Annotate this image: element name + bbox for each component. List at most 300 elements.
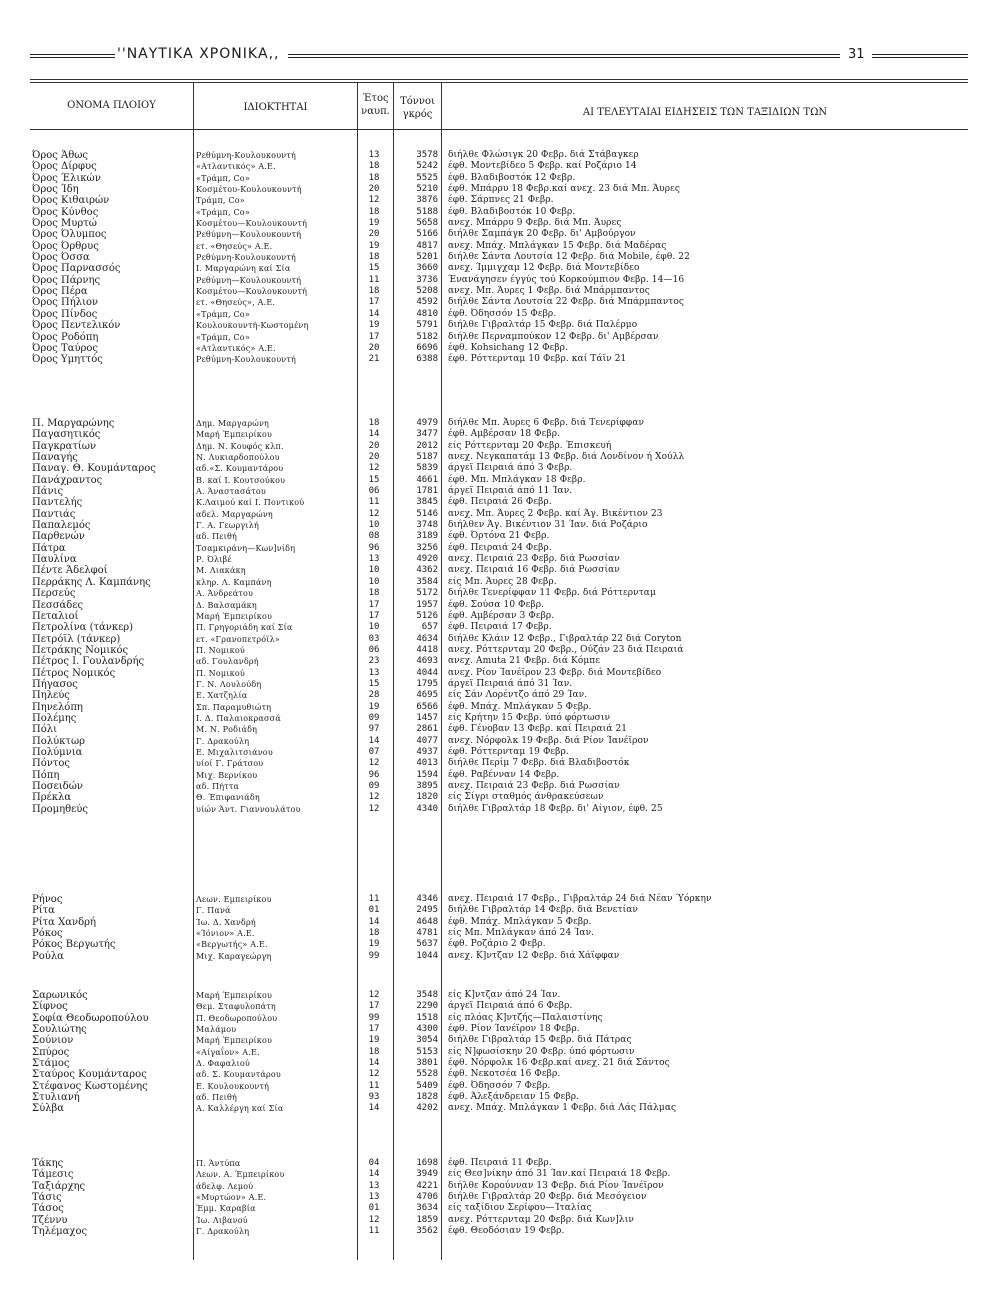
ship-name: Παπαλεμός [32, 520, 91, 532]
latest-news: ανεχ. Νόρφολκ 19 Φεβρ. διά Ρίον Ίανέϊρον [448, 735, 649, 746]
year-built: 09 [368, 712, 380, 723]
gross-tons: 4346 [416, 894, 438, 904]
latest-news: διήλθε Σάντα Λουτσία 12 Φεβρ. διά Mobile, έφθ. 22 [448, 252, 690, 263]
year-built: 14 [368, 1169, 380, 1180]
year-built: 15 [368, 263, 380, 274]
column-header-tons [394, 95, 441, 121]
year-built: 19 [368, 1035, 380, 1046]
gross-tons: 5839 [416, 463, 438, 474]
gross-tons: 5166 [416, 229, 438, 240]
year-built: 18 [368, 172, 380, 183]
latest-news: έφθ. Πειραιά 26 Φεβρ. [448, 497, 552, 508]
year-built: 13 [368, 554, 380, 565]
ship-name: Όρος Όλυμπος [32, 229, 107, 241]
year-built: 14 [368, 429, 380, 440]
header-rule-mid [288, 54, 840, 58]
gross-tons: 4340 [416, 803, 438, 814]
gross-tons: 4362 [416, 565, 438, 576]
ship-name: Παναγ. Θ. Κουμάνταρος [32, 463, 156, 475]
ship-name: Ταξιάρχης [32, 1180, 86, 1192]
owner: Π. Νομικού [196, 668, 245, 678]
year-built: 20 [368, 452, 380, 463]
gross-tons: 3949 [416, 1169, 438, 1180]
ship-group-t [0, 1158, 1000, 1237]
table-top-rule-2 [30, 82, 968, 83]
gross-tons: 5242 [416, 161, 438, 172]
table-row [0, 917, 1000, 928]
table-row [0, 252, 1000, 263]
latest-news: έφθ. Πειραιά 24 Φεβρ. [448, 542, 552, 553]
latest-news: διήλθε Γιβραλτάρ 18 Φεβρ. δι' Αίγιον, έφθ. 25 [448, 803, 663, 814]
gross-tons: 1957 [416, 599, 438, 610]
ship-name: Πολύκτωρ [32, 735, 85, 747]
ship-name: Σπύρος [32, 1046, 70, 1058]
owner: Λεων. Α. Έμπειρίκου [196, 1170, 285, 1180]
latest-news: έφθ. Πειραιά 17 Φεβρ. [448, 622, 552, 633]
year-built: 18 [368, 928, 380, 939]
gross-tons: 4920 [416, 554, 438, 565]
table-row [0, 781, 1000, 792]
gross-tons: 4077 [416, 735, 438, 746]
table-row [0, 1081, 1000, 1092]
gross-tons: 5409 [416, 1080, 438, 1091]
owner: «Τράμπ, Co» [196, 173, 250, 183]
page-header [0, 44, 1000, 68]
gross-tons: 3895 [416, 781, 438, 791]
table-row [0, 509, 1000, 520]
latest-news: διήλθε Γιβραλτάρ 15 Φεβρ. διά Πάτρας [448, 1035, 632, 1046]
latest-news: ανεχ. Μπ. Άυρες 2 Φεβρ. καί Άγ. Βικέντιον 23 [448, 508, 663, 519]
table-row [0, 531, 1000, 542]
gross-tons: 5791 [416, 320, 438, 331]
table-row [0, 622, 1000, 633]
table-row [0, 184, 1000, 195]
year-built: 13 [368, 150, 380, 160]
owner: Π. Γρηγοριάδη καί Σία [196, 623, 293, 633]
year-built: 12 [368, 758, 380, 769]
gross-tons: 1781 [416, 486, 438, 497]
owner: Δημ. Μαργαρώνη [196, 419, 270, 428]
latest-news: είς ταξίδιον Σερίφου—Ίταλίας [448, 1203, 592, 1214]
owner: ετ. «Θησεύς» Α.Ε. [196, 241, 273, 251]
gross-tons: 4693 [416, 656, 438, 667]
table-row [0, 286, 1000, 297]
latest-news: Ένανάγησεν έγγύς τού Κορκούμπιον Φεβρ. 14—16 [448, 274, 685, 285]
owner: Ρ. Όλιβέ [196, 555, 232, 565]
gross-tons: 2861 [416, 724, 438, 735]
gross-tons: 2012 [416, 440, 438, 451]
latest-news: είς Σάν Λορέντζο άπό 29 Ίαν. [448, 690, 588, 701]
ship-name: Πέτρος Ι. Γουλανδρής [32, 656, 145, 668]
ship-name: Πεσσάδες [32, 599, 84, 611]
year-built: 18 [368, 252, 380, 263]
owner: «Ατλαντικός» Α.Ε. [196, 343, 276, 353]
year-built: 12 [368, 1214, 380, 1225]
year-built: 13 [368, 1192, 380, 1203]
year-built: 18 [368, 588, 380, 599]
ship-name: Πεταλιοί [32, 610, 79, 622]
gross-tons: 3189 [416, 531, 438, 542]
year-built: 28 [368, 690, 380, 701]
year-built: 15 [368, 474, 380, 485]
ship-name: Τάμεσις [32, 1169, 74, 1181]
year-built: 20 [368, 184, 380, 195]
header-rule-left [30, 54, 115, 58]
table-row [0, 554, 1000, 565]
owner: Μ. Ν. Ροδιάδη [196, 725, 258, 735]
table-row [0, 690, 1000, 701]
ship-name: Όρος Ταύρος [32, 342, 99, 354]
gross-tons: 4648 [416, 916, 438, 927]
owner: Θ. Έπιφανιάδη [196, 793, 260, 803]
table-row [0, 645, 1000, 656]
latest-news: ανεχ. Πειραιά 16 Φεβρ. διά Ρωσσίαν [448, 565, 620, 576]
latest-news: διήλθε Περναμπούκον 12 Φεβρ. δι' Αμβέρσαν [448, 331, 659, 342]
owner: υίοί Γ. Γράτσου [196, 759, 264, 769]
owner: Θεμ. Σταφυλοπάτη [196, 1002, 276, 1012]
column-header-year-line2: ναυπ. [361, 106, 390, 117]
ship-name: Παναγής [32, 452, 78, 464]
ship-name: Παντιάς [32, 508, 76, 520]
journal-title: ''ΝΑΥΤΙΚΑ ΧΡΟΝΙΚΑ,, [117, 46, 280, 62]
table-row [0, 1069, 1000, 1080]
ship-name: Παρθενών [32, 531, 85, 543]
owner: «Ατλαντικός» Α.Ε. [196, 162, 276, 172]
ship-name: Πόπη [32, 769, 60, 781]
owner: Μαρή Έμπειρίκου [196, 430, 273, 440]
owner: Γ. Πανά [196, 906, 231, 916]
year-built: 09 [368, 781, 380, 791]
latest-news: έφθ. Γένοβαν 13 Φεβρ. καί Πειραιά 21 [448, 724, 628, 735]
table-row [0, 905, 1000, 916]
latest-news: έφθ. Ρόττερνταμ 10 Φεβρ. καί Τάϊν 21 [448, 354, 627, 365]
gross-tons: 4695 [416, 690, 438, 701]
table-row [0, 702, 1000, 713]
table-row [0, 1158, 1000, 1169]
gross-tons: 657 [421, 622, 438, 633]
ship-name: Όρος Ροδόπη [32, 331, 99, 343]
gross-tons: 4013 [416, 758, 438, 769]
table-row [0, 297, 1000, 308]
latest-news: ανεχ. Νεγκαπατάμ 13 Φεβρ. διά Λονδίνον ή Χούλλ [448, 452, 685, 463]
gross-tons: 4418 [416, 644, 438, 655]
latest-news: ανεχ. Πειραιά 17 Φεβρ., Γιβραλτάρ 24 διά Νέαν Ύόρκην [448, 894, 712, 904]
owner: Κοσμέτου—Κουλουκουντή [196, 219, 308, 229]
table-row [0, 418, 1000, 429]
table-row [0, 713, 1000, 724]
table-row [0, 565, 1000, 576]
latest-news: έφθ. Μπάρρυ 18 Φεβρ.καί ανεχ. 23 διά Μπ. Άυρες [448, 184, 681, 195]
owner: αδ. Πειθή [196, 1093, 237, 1103]
latest-news: έφθ. Μπάχ. Μπλάγκαν 5 Φεβρ. [448, 916, 592, 927]
gross-tons: 4781 [416, 928, 438, 939]
gross-tons: 5658 [416, 218, 438, 229]
year-built: 15 [368, 678, 380, 689]
gross-tons: 4817 [416, 240, 438, 251]
latest-news: είς Ν]φωσίσκην 20 Φεβρ. ύπό φόρτωσιν [448, 1046, 635, 1057]
year-built: 99 [368, 1012, 380, 1023]
latest-news: ανεχ. Ίμμιγχαμ 12 Φεβρ. διά Μοντεβίδεο [448, 263, 640, 274]
gross-tons: 6696 [416, 342, 438, 353]
latest-news: διήλθε Σαμπάγκ 20 Φεβρ. δι' Αμβούργον [448, 229, 636, 240]
owner: «Ίόνιον» Α.Ε. [196, 929, 255, 939]
gross-tons: 3256 [416, 542, 438, 553]
year-built: 20 [368, 229, 380, 240]
gross-tons: 4592 [416, 297, 438, 308]
table-row [0, 1058, 1000, 1069]
gross-tons: 4661 [416, 474, 438, 485]
latest-news: διήλθε Γιβραλτάρ 14 Φεβρ. διά Βενετίαν [448, 905, 638, 916]
table-row [0, 452, 1000, 463]
ship-name: Όρος Άθως [32, 150, 89, 161]
year-built: 18 [368, 1046, 380, 1057]
latest-news: έφθ. Άλεξάνδρειαν 15 Φεβρ. [448, 1092, 580, 1103]
ship-name: Πέντε Άδελφοί [32, 565, 108, 577]
owner: Γ. Δρακούλη [196, 736, 250, 746]
year-built: 11 [368, 1080, 380, 1091]
year-built: 21 [368, 354, 380, 365]
year-built: 12 [368, 803, 380, 814]
gross-tons: 3660 [416, 263, 438, 274]
ship-name: Τάσος [32, 1203, 64, 1215]
table-row [0, 1035, 1000, 1046]
year-built: 23 [368, 656, 380, 667]
table-row [0, 1181, 1000, 1192]
owner: Α. Άναστασάτου [196, 487, 266, 497]
gross-tons: 5126 [416, 610, 438, 621]
gross-tons: 4300 [416, 1024, 438, 1035]
table-row [0, 309, 1000, 320]
gross-tons: 3748 [416, 520, 438, 531]
year-built: 12 [368, 195, 380, 206]
gross-tons: 3477 [416, 429, 438, 440]
latest-news: έφθ. Πειραιά 11 Φεβρ. [448, 1158, 552, 1168]
ship-name: Περράκης Λ. Καμπάνης [32, 576, 151, 588]
gross-tons: 3876 [416, 195, 438, 206]
table-row [0, 1203, 1000, 1214]
latest-news: ανεχ. Μπάχ. Μπλάγκαν 1 Φεβρ. διά Λάς Πάλμας [448, 1103, 677, 1114]
table-row [0, 475, 1000, 486]
owner: «Αίγαΐον» Α.Ε. [196, 1047, 260, 1057]
owner: Π. Θεοδωροπούλου [196, 1013, 278, 1023]
year-built: 03 [368, 633, 380, 644]
latest-news: διήλθε Γιβραλτάρ 20 Φεβρ. διά Μεσόγειον [448, 1192, 647, 1203]
table-row [0, 939, 1000, 950]
ship-name: Πήγασος [32, 678, 78, 690]
ship-name: Περσεύς [32, 588, 76, 600]
table-row [0, 588, 1000, 599]
ship-name: Πόλι [32, 724, 57, 736]
ship-name: Πανάχραντος [32, 474, 103, 486]
gross-tons: 3736 [416, 274, 438, 285]
year-built: 14 [368, 916, 380, 927]
owner: Ι. Μαργαρώνη καί Σία [196, 264, 291, 274]
ship-name: Ρόκος Βεργωτής [32, 939, 116, 951]
year-built: 11 [368, 497, 380, 508]
ship-name: Παντελής [32, 497, 83, 509]
gross-tons: 4706 [416, 1192, 438, 1203]
year-built: 18 [368, 418, 380, 428]
table-row [0, 543, 1000, 554]
ship-name: Στέφανος Κωστομένης [32, 1080, 148, 1092]
column-header-year-line1: Έτος [362, 93, 389, 104]
owner: Δημ. Ν. Κουφός κλπ. [196, 441, 284, 451]
table-row [0, 792, 1000, 803]
table-row [0, 1024, 1000, 1035]
latest-news: έφθ. Νεκοτσέα 16 Φεβρ. [448, 1069, 561, 1080]
latest-news: διήλθεν Άγ. Βικέντιον 31 Ίαν. διά Ροζάριο [448, 520, 648, 531]
table-row [0, 736, 1000, 747]
ship-name: Προμηθεύς [32, 803, 88, 815]
latest-news: διήλθε Μπ. Άυρες 6 Φεβρ. διά Τενερίφφαν [448, 418, 645, 428]
gross-tons: 5208 [416, 286, 438, 297]
owner: Γ. Ν. Λουλούδη [196, 679, 262, 689]
column-header-owner: ΙΔΙΟΚΤΗΤΑΙ [243, 102, 308, 113]
latest-news: είς πλόας Κ]ντζής—Παλαιστίνης [448, 1012, 603, 1023]
latest-news: έφθ. Βλαδιβοστόκ 12 Φεβρ. [448, 172, 576, 183]
ship-name: Πάτρα [32, 542, 66, 554]
gross-tons: 5637 [416, 939, 438, 950]
ship-name: Όρος Μυρτώ [32, 218, 97, 230]
gross-tons: 1457 [416, 712, 438, 723]
gross-tons: 3845 [416, 497, 438, 508]
gross-tons: 1518 [416, 1012, 438, 1023]
year-built: 01 [368, 1203, 380, 1214]
latest-news: ανεχ. Μπάρρυ 9 Φεβρ. διά Μπ. Άυρες [448, 218, 622, 229]
ship-name: Στυλιανή [32, 1092, 80, 1104]
ship-name: Ποσειδών [32, 781, 83, 792]
gross-tons: 3548 [416, 990, 438, 1000]
gross-tons: 6566 [416, 701, 438, 712]
year-built: 07 [368, 746, 380, 757]
ship-name: Πάνις [32, 486, 64, 498]
owner: Δ. Φαφαλιού [196, 1059, 250, 1069]
table-row [0, 429, 1000, 440]
year-built: 18 [368, 286, 380, 297]
year-built: 96 [368, 542, 380, 553]
table-row [0, 343, 1000, 354]
table-row [0, 497, 1000, 508]
year-built: 18 [368, 206, 380, 217]
latest-news: ανεχ. Ρίον Ίανέϊρον 23 Φεβρ. διά Μοντεβίδεο [448, 667, 662, 678]
gross-tons: 5210 [416, 184, 438, 195]
latest-news: έφθ. Ρίον Ίανέϊρον 18 Φεβρ. [448, 1024, 580, 1035]
ship-name: Τηλέμαχος [32, 1226, 88, 1238]
gross-tons: 3578 [416, 150, 438, 160]
owner: «Μυρτώον» Α.Ε. [196, 1193, 267, 1203]
table-row [0, 577, 1000, 588]
gross-tons: 3562 [416, 1226, 438, 1237]
table-row [0, 758, 1000, 769]
ship-name: Όρος Πίνδος [32, 308, 98, 320]
column-header-tons-line1: Τόννοι [400, 96, 435, 107]
ship-name: Σουλιώτης [32, 1024, 87, 1036]
latest-news: διήλθε Κλάιν 12 Φεβρ., Γιβραλτάρ 22 διά Coryton [448, 633, 682, 644]
year-built: 13 [368, 1180, 380, 1191]
table-row [0, 894, 1000, 905]
year-built: 17 [368, 599, 380, 610]
owner: Ε. Μιχαλιτσιάνου [196, 747, 273, 757]
year-built: 13 [368, 667, 380, 678]
ship-name: Όρος Κιθαιρών [32, 195, 110, 207]
owner: Λεων. Εμπειρίκου [196, 895, 272, 904]
owner: Ε. Κουλουκουντή [196, 1081, 270, 1091]
latest-news: έφθ. Αμβέρσαν 18 Φεβρ. [448, 429, 561, 440]
year-built: 11 [368, 274, 380, 285]
table-row [0, 668, 1000, 679]
year-built: 19 [368, 320, 380, 331]
gross-tons: 1795 [416, 678, 438, 689]
latest-news: είς Κρήτην 15 Φεβρ. ύπό φόρτωσιν [448, 712, 611, 723]
table-row [0, 747, 1000, 758]
latest-news: ανεχ. Πειραιά 23 Φεβρ. διά Ρωσσίαν [448, 781, 620, 791]
owner: Μαλάμου [196, 1025, 237, 1035]
ship-name: Τάσις [32, 1192, 62, 1204]
table-row [0, 770, 1000, 781]
owner: αδ. Γουλανδρή [196, 657, 259, 667]
gross-tons: 5201 [416, 252, 438, 263]
year-built: 10 [368, 565, 380, 576]
year-built: 12 [368, 463, 380, 474]
column-header-tons-line2: γκρός [402, 109, 433, 120]
owner: κληρ. Λ. Καμπάνη [196, 577, 272, 587]
table-row [0, 173, 1000, 184]
ship-name: Πετρολίνα (τάνκερ) [32, 622, 134, 634]
owner: «Βεργωτής» Α.Ε. [196, 940, 268, 950]
owner: Δ. Βαλσαμάκη [196, 600, 257, 610]
latest-news: ανεχ. Ρόττερνταμ 20 Φεβρ., Ούζάν 23 διά Πειραιά [448, 644, 684, 655]
gross-tons: 4221 [416, 1180, 438, 1191]
gross-tons: 5172 [416, 588, 438, 599]
latest-news: είς Ρόττερνταμ 20 Φεβρ. Έπισκευή [448, 440, 612, 451]
ship-name: Ρούλα [32, 950, 64, 962]
table-row [0, 1103, 1000, 1114]
ship-group-r [0, 894, 1000, 962]
owner: αδ. Σ. Κουμαντάρου [196, 1070, 281, 1080]
owner: Κουλουκουντή-Κωστομένη [196, 321, 309, 331]
latest-news: έφθ. Σάρπνες 21 Φεβρ. [448, 195, 554, 206]
gross-tons: 1828 [416, 1092, 438, 1103]
latest-news: έφθ. Βλαδιβοστόκ 10 Φεβρ. [448, 206, 576, 217]
table-row [0, 275, 1000, 286]
year-built: 04 [368, 1158, 380, 1168]
latest-news: διήλθε Κορούνναν 13 Φεβρ. διά Ρίον Ίανέϊρον [448, 1180, 664, 1191]
owner: αδελ. Μαργαρώνη [196, 509, 273, 519]
column-header-year [358, 92, 393, 118]
table-row [0, 195, 1000, 206]
table-row [0, 463, 1000, 474]
year-built: 14 [368, 308, 380, 319]
owner: Ίω. Λιβανού [196, 1215, 248, 1225]
latest-news: έφθ. Ροζάριο 2 Φεβρ. [448, 939, 546, 950]
gross-tons: 1594 [416, 769, 438, 780]
year-built: 19 [368, 240, 380, 251]
table-row [0, 1215, 1000, 1226]
latest-news: είς Σίγρι σταθμός άνθρακεύσεων [448, 792, 604, 803]
year-built: 17 [368, 1024, 380, 1035]
latest-news: ανεχ. Amuta 21 Φεβρ. διά Κόμπε [448, 656, 601, 667]
gross-tons: 4634 [416, 633, 438, 644]
table-row [0, 332, 1000, 343]
owner: Μαρή Έμπειρίκου [196, 1036, 273, 1046]
table-row [0, 928, 1000, 939]
year-built: 19 [368, 218, 380, 229]
latest-news: έφθ. Μπ. Μπλάγκαν 18 Φεβρ. [448, 474, 586, 485]
gross-tons: 3584 [416, 576, 438, 587]
owner: Κοσμέτου-Κουλουκουντή [196, 185, 302, 195]
year-built: 93 [368, 1092, 380, 1103]
gross-tons: 5146 [416, 508, 438, 519]
